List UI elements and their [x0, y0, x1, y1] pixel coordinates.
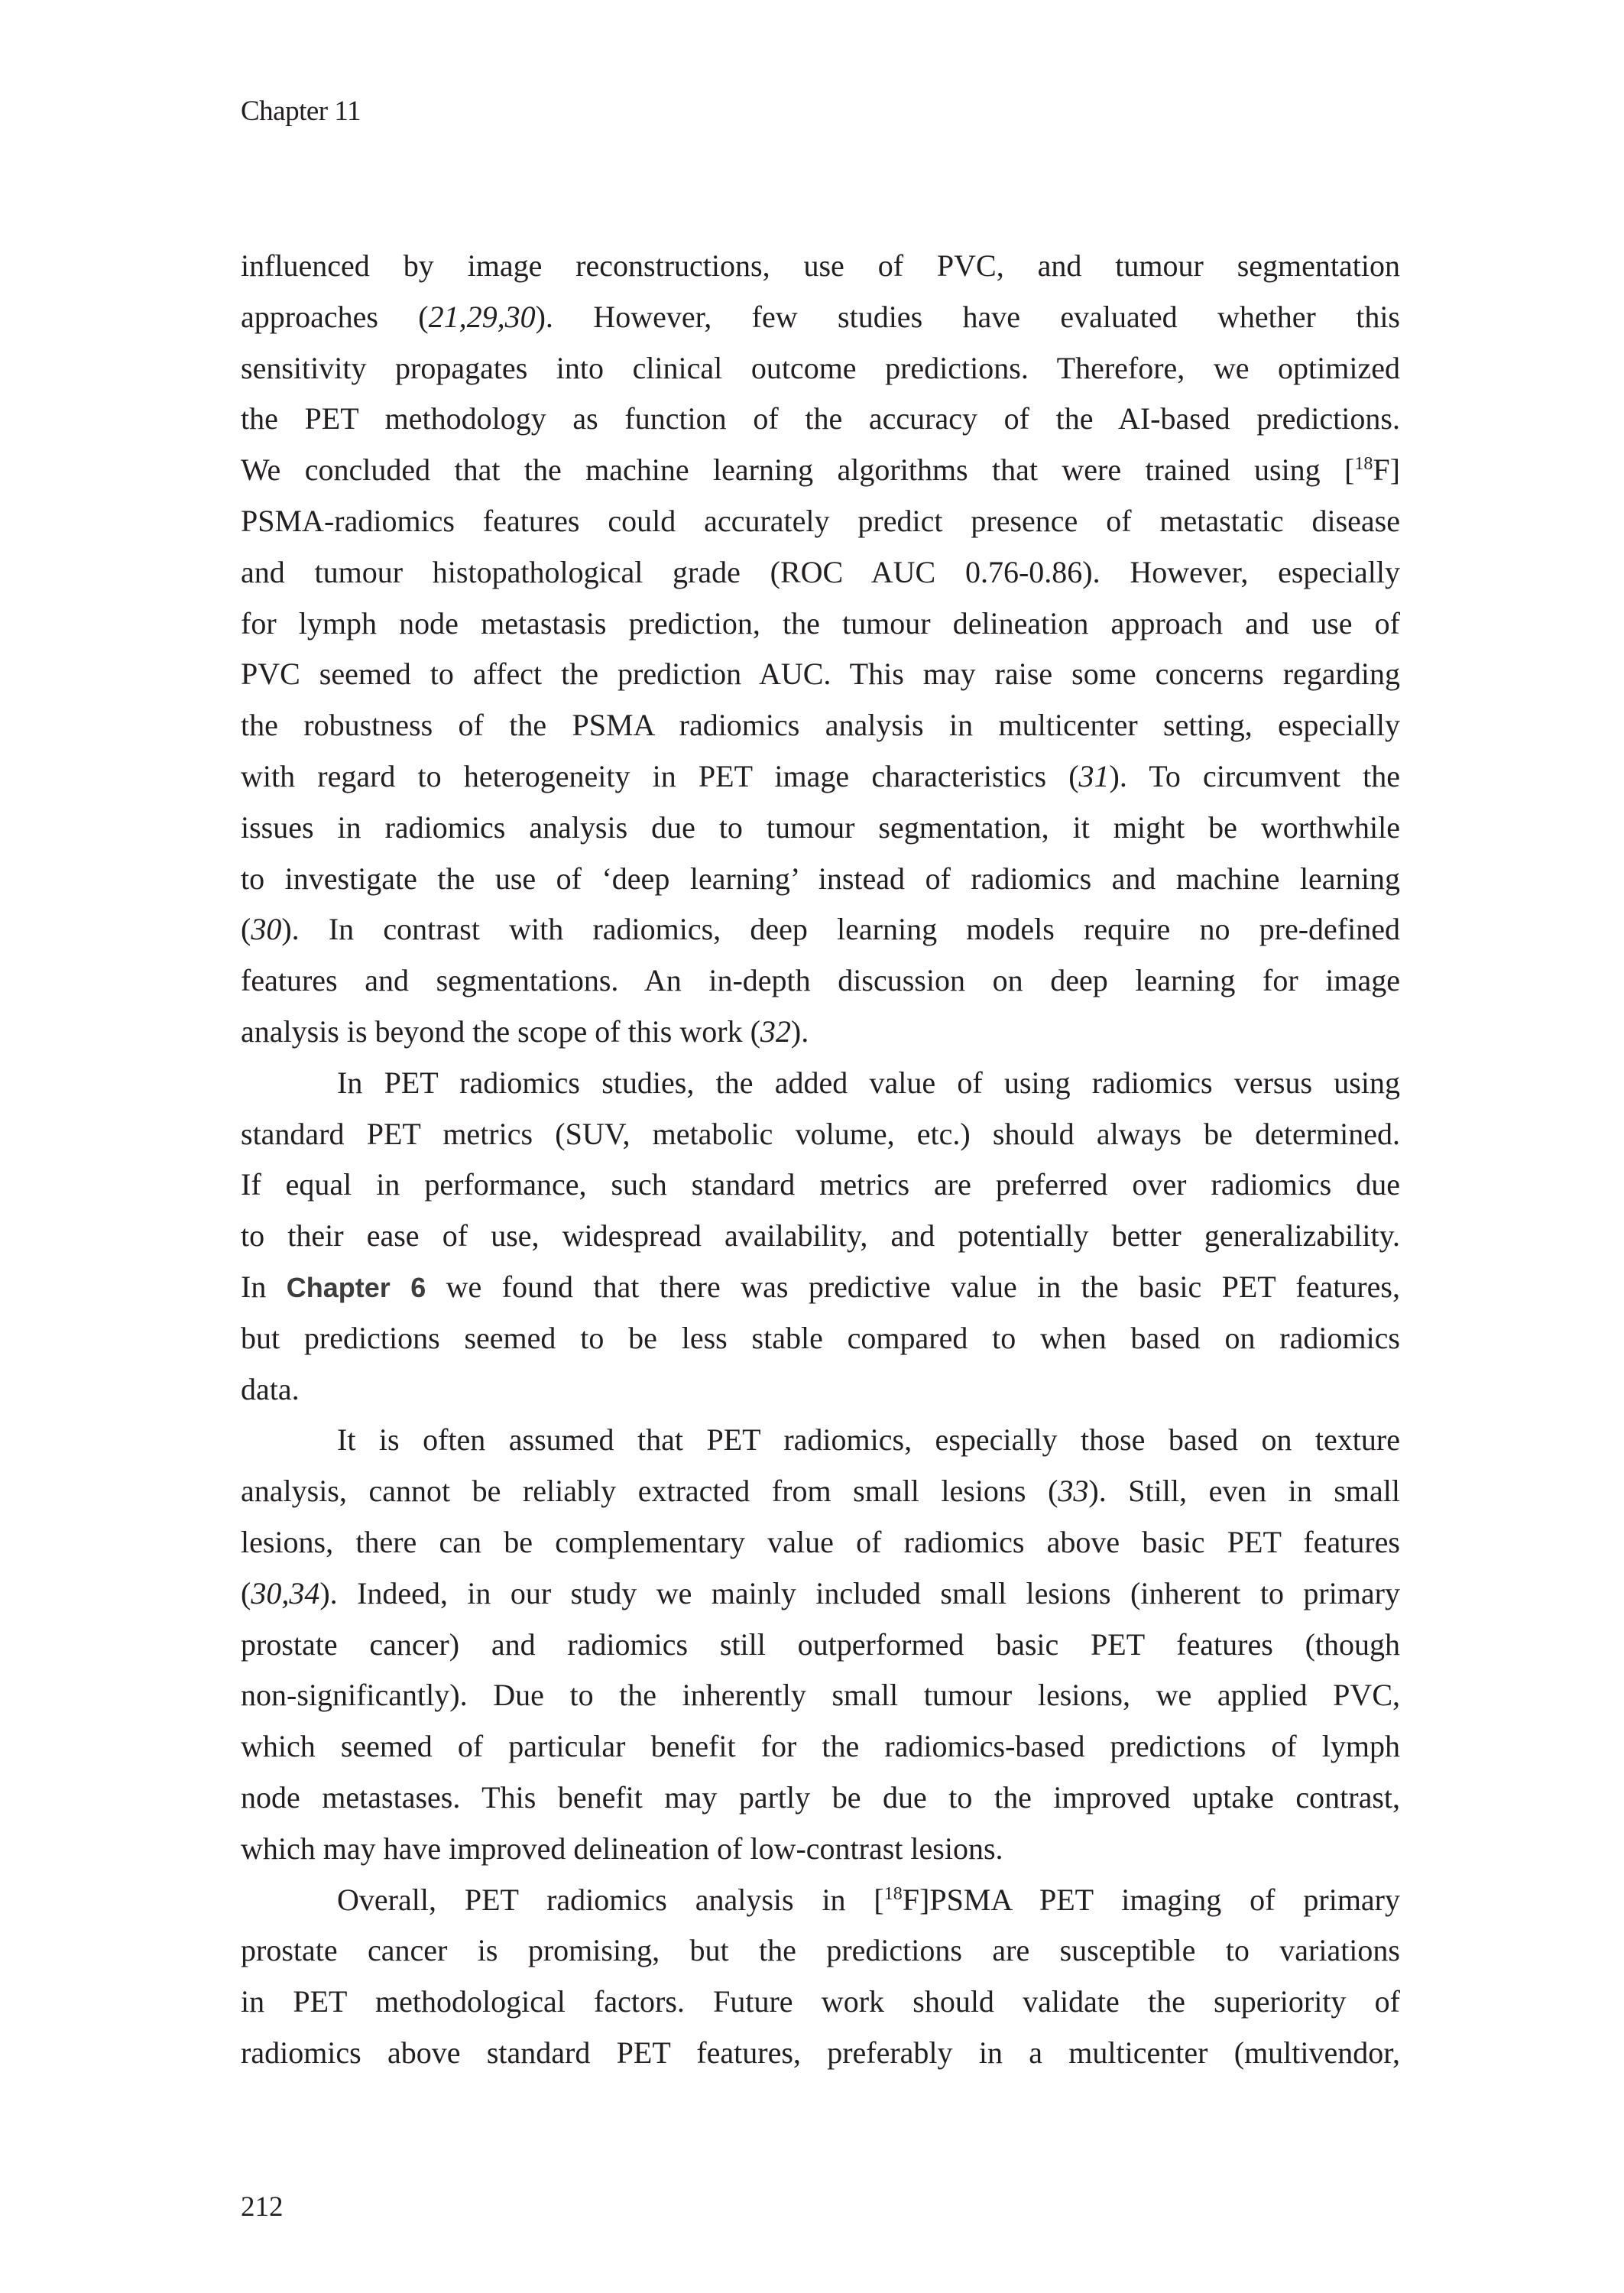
text-segment: It is often assumed that PET radiomics, especially those based on texture: [337, 1422, 1400, 1458]
text-line: [241, 1824, 1400, 1875]
text-line: [241, 803, 1400, 854]
text-segment: influenced by image reconstructions, use of PVC, and tumour segmentation: [241, 248, 1400, 283]
text-segment: If equal in performance, such standard metrics are preferred over radiomics due: [241, 1167, 1400, 1202]
text-line: [241, 547, 1400, 598]
text-line: [241, 1058, 1400, 1109]
text-line: [241, 1415, 1400, 1466]
text-segment: for lymph node metastasis prediction, the tumour delineation approach and use of: [241, 605, 1400, 641]
text-line: [241, 1875, 1400, 1926]
text-segment: in PET methodological factors. Future work should validate the superiority of: [241, 1984, 1400, 2019]
text-line: [241, 1620, 1400, 1671]
text-line: [241, 649, 1400, 700]
text-line: [241, 854, 1400, 905]
text-segment: issues in radiomics analysis due to tumour segmentation, it might be worthwhile: [241, 809, 1400, 845]
citation: 32: [760, 1014, 791, 1049]
text-segment: non-significantly). Due to the inherently small tumour lesions, we applied PVC,: [241, 1678, 1400, 1713]
text-segment: (: [241, 1575, 251, 1610]
text-segment: ). To circumvent the: [1109, 758, 1400, 793]
text-line: [241, 496, 1400, 547]
text-line: [241, 1211, 1400, 1262]
text-segment: we found that there was predictive value in the basic PET features,: [426, 1269, 1401, 1304]
text-segment: approaches (: [241, 299, 429, 334]
text-segment: which seemed of particular benefit for the radiomics-based predictions of lymph: [241, 1729, 1400, 1764]
text-segment: but predictions seemed to be less stable compared to when based on radiomics: [241, 1320, 1400, 1355]
text-segment: F]: [1373, 452, 1400, 488]
text-segment: PVC seemed to affect the prediction AUC. This may raise some concerns regarding: [241, 657, 1400, 692]
text-line: [241, 1159, 1400, 1211]
paragraph: [241, 1415, 1400, 1874]
text-line: [241, 1670, 1400, 1721]
text-segment: with regard to heterogeneity in PET image characteristics (: [241, 758, 1079, 793]
text-segment: the PET methodology as function of the accuracy of the AI-based predictions.: [241, 401, 1400, 436]
text-segment: data.: [241, 1371, 300, 1406]
text-line: [241, 445, 1400, 496]
text-segment: prostate cancer is promising, but the predictions are susceptible to variations: [241, 1933, 1400, 1968]
text-line: [241, 1772, 1400, 1824]
running-head: Chapter 11: [241, 96, 361, 127]
citation: 31: [1078, 758, 1110, 793]
text-segment: PSMA-radiomics features could accurately predict presence of metastatic disease: [241, 503, 1400, 538]
text-line: [241, 1517, 1400, 1568]
text-line: [241, 241, 1400, 292]
text-line: [241, 955, 1400, 1007]
text-line: [241, 1364, 1400, 1416]
text-segment: F]PSMA PET imaging of primary: [902, 1882, 1401, 1917]
text-line: [241, 394, 1400, 445]
text-segment: lesions, there can be complementary value of radiomics above basic PET features: [241, 1524, 1400, 1559]
text-segment: ). Still, even in small: [1088, 1474, 1400, 1509]
text-line: [241, 1977, 1400, 2028]
text-line: [241, 598, 1400, 650]
text-line: [241, 904, 1400, 955]
text-line: [241, 292, 1400, 343]
text-segment: In PET radiomics studies, the added value of using radiomics versus using: [337, 1065, 1400, 1100]
page-number: 212: [241, 2191, 284, 2223]
text-segment: standard PET metrics (SUV, metabolic volume, etc.) should always be determined.: [241, 1116, 1400, 1151]
paragraph: [241, 1875, 1400, 2079]
citation: 33: [1058, 1474, 1089, 1509]
body-text: [241, 241, 1400, 2079]
text-segment: analysis is beyond the scope of this work (: [241, 1014, 760, 1049]
text-segment: features and segmentations. An in-depth discussion on deep learning for image: [241, 963, 1400, 998]
text-segment: prostate cancer) and radiomics still outperformed basic PET features (though: [241, 1627, 1400, 1662]
text-line: [241, 1466, 1400, 1517]
superscript: 18: [883, 1883, 903, 1904]
citation: 30,34: [251, 1575, 320, 1610]
citation: 21,29,30: [428, 299, 536, 334]
text-segment: to investigate the use of ‘deep learning’ instead of radiomics and machine learning: [241, 861, 1400, 896]
text-line: [241, 1109, 1400, 1160]
text-line: [241, 700, 1400, 751]
text-line: [241, 2028, 1400, 2079]
text-segment: node metastases. This benefit may partly be due to the improved uptake contrast,: [241, 1779, 1400, 1815]
text-segment: radiomics above standard PET features, preferably in a multicenter (multivendor,: [241, 2035, 1400, 2070]
text-line: [241, 343, 1400, 394]
superscript: 18: [1354, 454, 1373, 475]
text-segment: the robustness of the PSMA radiomics analysis in multicenter setting, especially: [241, 708, 1400, 743]
text-segment: We concluded that the machine learning algorithms that were trained using [: [241, 452, 1355, 488]
text-line: [241, 751, 1400, 803]
text-segment: ). However, few studies have evaluated whether this: [535, 299, 1400, 334]
citation: 30: [251, 912, 282, 947]
text-line: [241, 1568, 1400, 1620]
text-segment: analysis, cannot be reliably extracted from small lesions (: [241, 1474, 1058, 1509]
text-segment: Overall, PET radiomics analysis in [: [337, 1882, 884, 1917]
text-segment: ). Indeed, in our study we mainly included small lesions (inherent to primary: [319, 1575, 1400, 1610]
text-line: [241, 1262, 1400, 1313]
text-segment: ).: [790, 1014, 809, 1049]
paragraph: [241, 1058, 1400, 1416]
text-line: [241, 1721, 1400, 1772]
text-segment: (: [241, 912, 251, 947]
text-segment: which may have improved delineation of low-contrast lesions.: [241, 1831, 1003, 1866]
paragraph: [241, 241, 1400, 1058]
text-segment: sensitivity propagates into clinical outcome predictions. Therefore, we optimized: [241, 350, 1400, 385]
text-segment: to their ease of use, widespread availability, and potentially better generalizability.: [241, 1218, 1400, 1254]
text-segment: and tumour histopathological grade (ROC AUC 0.76-0.86). However, especially: [241, 554, 1400, 589]
text-line: [241, 1007, 1400, 1058]
text-line: [241, 1925, 1400, 1977]
text-line: [241, 1313, 1400, 1364]
text-segment: ). In contrast with radiomics, deep learning models require no pre-defined: [281, 912, 1400, 947]
text-segment: In: [241, 1269, 287, 1304]
chapter-reference: Chapter 6: [286, 1271, 426, 1303]
